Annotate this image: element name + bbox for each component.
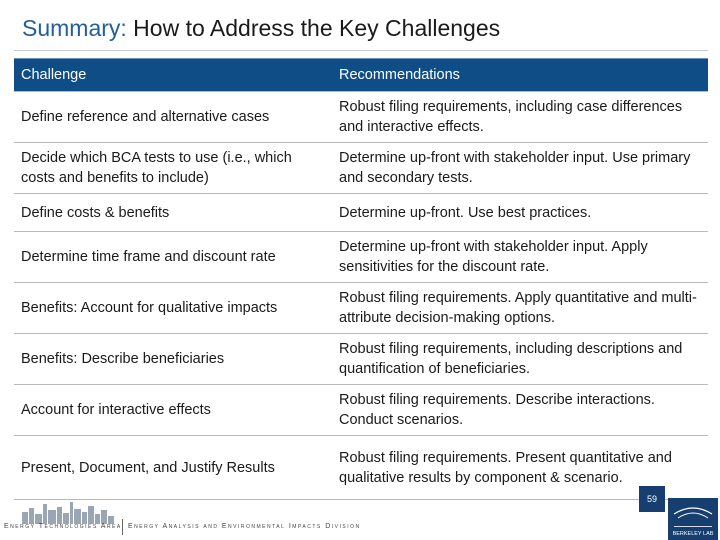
footer-division-text: Energy Analysis and Environmental Impacts Division bbox=[128, 523, 361, 530]
challenge-cell: Benefits: Account for qualitative impacts bbox=[14, 283, 332, 334]
recommendation-cell: Robust filing requirements, including case differences and interactive effects. bbox=[332, 92, 708, 143]
berkeley-lab-logo bbox=[668, 498, 718, 540]
table-row bbox=[14, 283, 708, 334]
recommendation-cell: Robust filing requirements, including descriptions and quantification of beneficiaries. bbox=[332, 334, 708, 385]
challenges-table bbox=[14, 58, 708, 500]
recommendation-cell: Determine up-front with stakeholder input. Use primary and secondary tests. bbox=[332, 143, 708, 194]
challenge-cell: Benefits: Describe beneficiaries bbox=[14, 334, 332, 385]
title-divider bbox=[14, 50, 708, 51]
column-header-challenge: Challenge bbox=[14, 59, 332, 92]
slide-title bbox=[22, 12, 702, 44]
table-row bbox=[14, 385, 708, 436]
slide-title-rest: How to Address the Key Challenges bbox=[126, 15, 501, 41]
table-row bbox=[14, 334, 708, 385]
table-row bbox=[14, 436, 708, 500]
column-header-recommendations: Recommendations bbox=[332, 59, 708, 92]
skyline-logo-icon bbox=[22, 498, 132, 524]
recommendation-cell: Robust filing requirements. Describe interactions. Conduct scenarios. bbox=[332, 385, 708, 436]
page-number-badge: 59 bbox=[639, 486, 665, 512]
lab-logo-text: BERKELEY LAB bbox=[672, 531, 714, 537]
challenge-cell: Define reference and alternative cases bbox=[14, 92, 332, 143]
footer-separator bbox=[122, 519, 123, 535]
recommendation-cell: Determine up-front with stakeholder input. Apply sensitivities for the discount rate. bbox=[332, 232, 708, 283]
table-row bbox=[14, 92, 708, 143]
challenge-cell: Determine time frame and discount rate bbox=[14, 232, 332, 283]
recommendation-cell: Robust filing requirements. Present quantitative and qualitative results by component & scenario. bbox=[332, 436, 708, 500]
challenge-cell: Present, Document, and Justify Results bbox=[14, 436, 332, 500]
recommendation-cell: Robust filing requirements. Apply quantitative and multi-attribute decision-making options. bbox=[332, 283, 708, 334]
table-row bbox=[14, 194, 708, 232]
slide-title-accent: Summary: bbox=[22, 15, 127, 41]
recommendation-cell: Determine up-front. Use best practices. bbox=[332, 194, 708, 232]
table-row bbox=[14, 143, 708, 194]
challenge-cell: Define costs & benefits bbox=[14, 194, 332, 232]
challenge-cell: Decide which BCA tests to use (i.e., which costs and benefits to include) bbox=[14, 143, 332, 194]
footer-area-text: Energy Technologies Area bbox=[4, 523, 122, 530]
challenge-cell: Account for interactive effects bbox=[14, 385, 332, 436]
slide-footer bbox=[0, 492, 720, 540]
table-header-row bbox=[14, 59, 708, 92]
table-row bbox=[14, 232, 708, 283]
